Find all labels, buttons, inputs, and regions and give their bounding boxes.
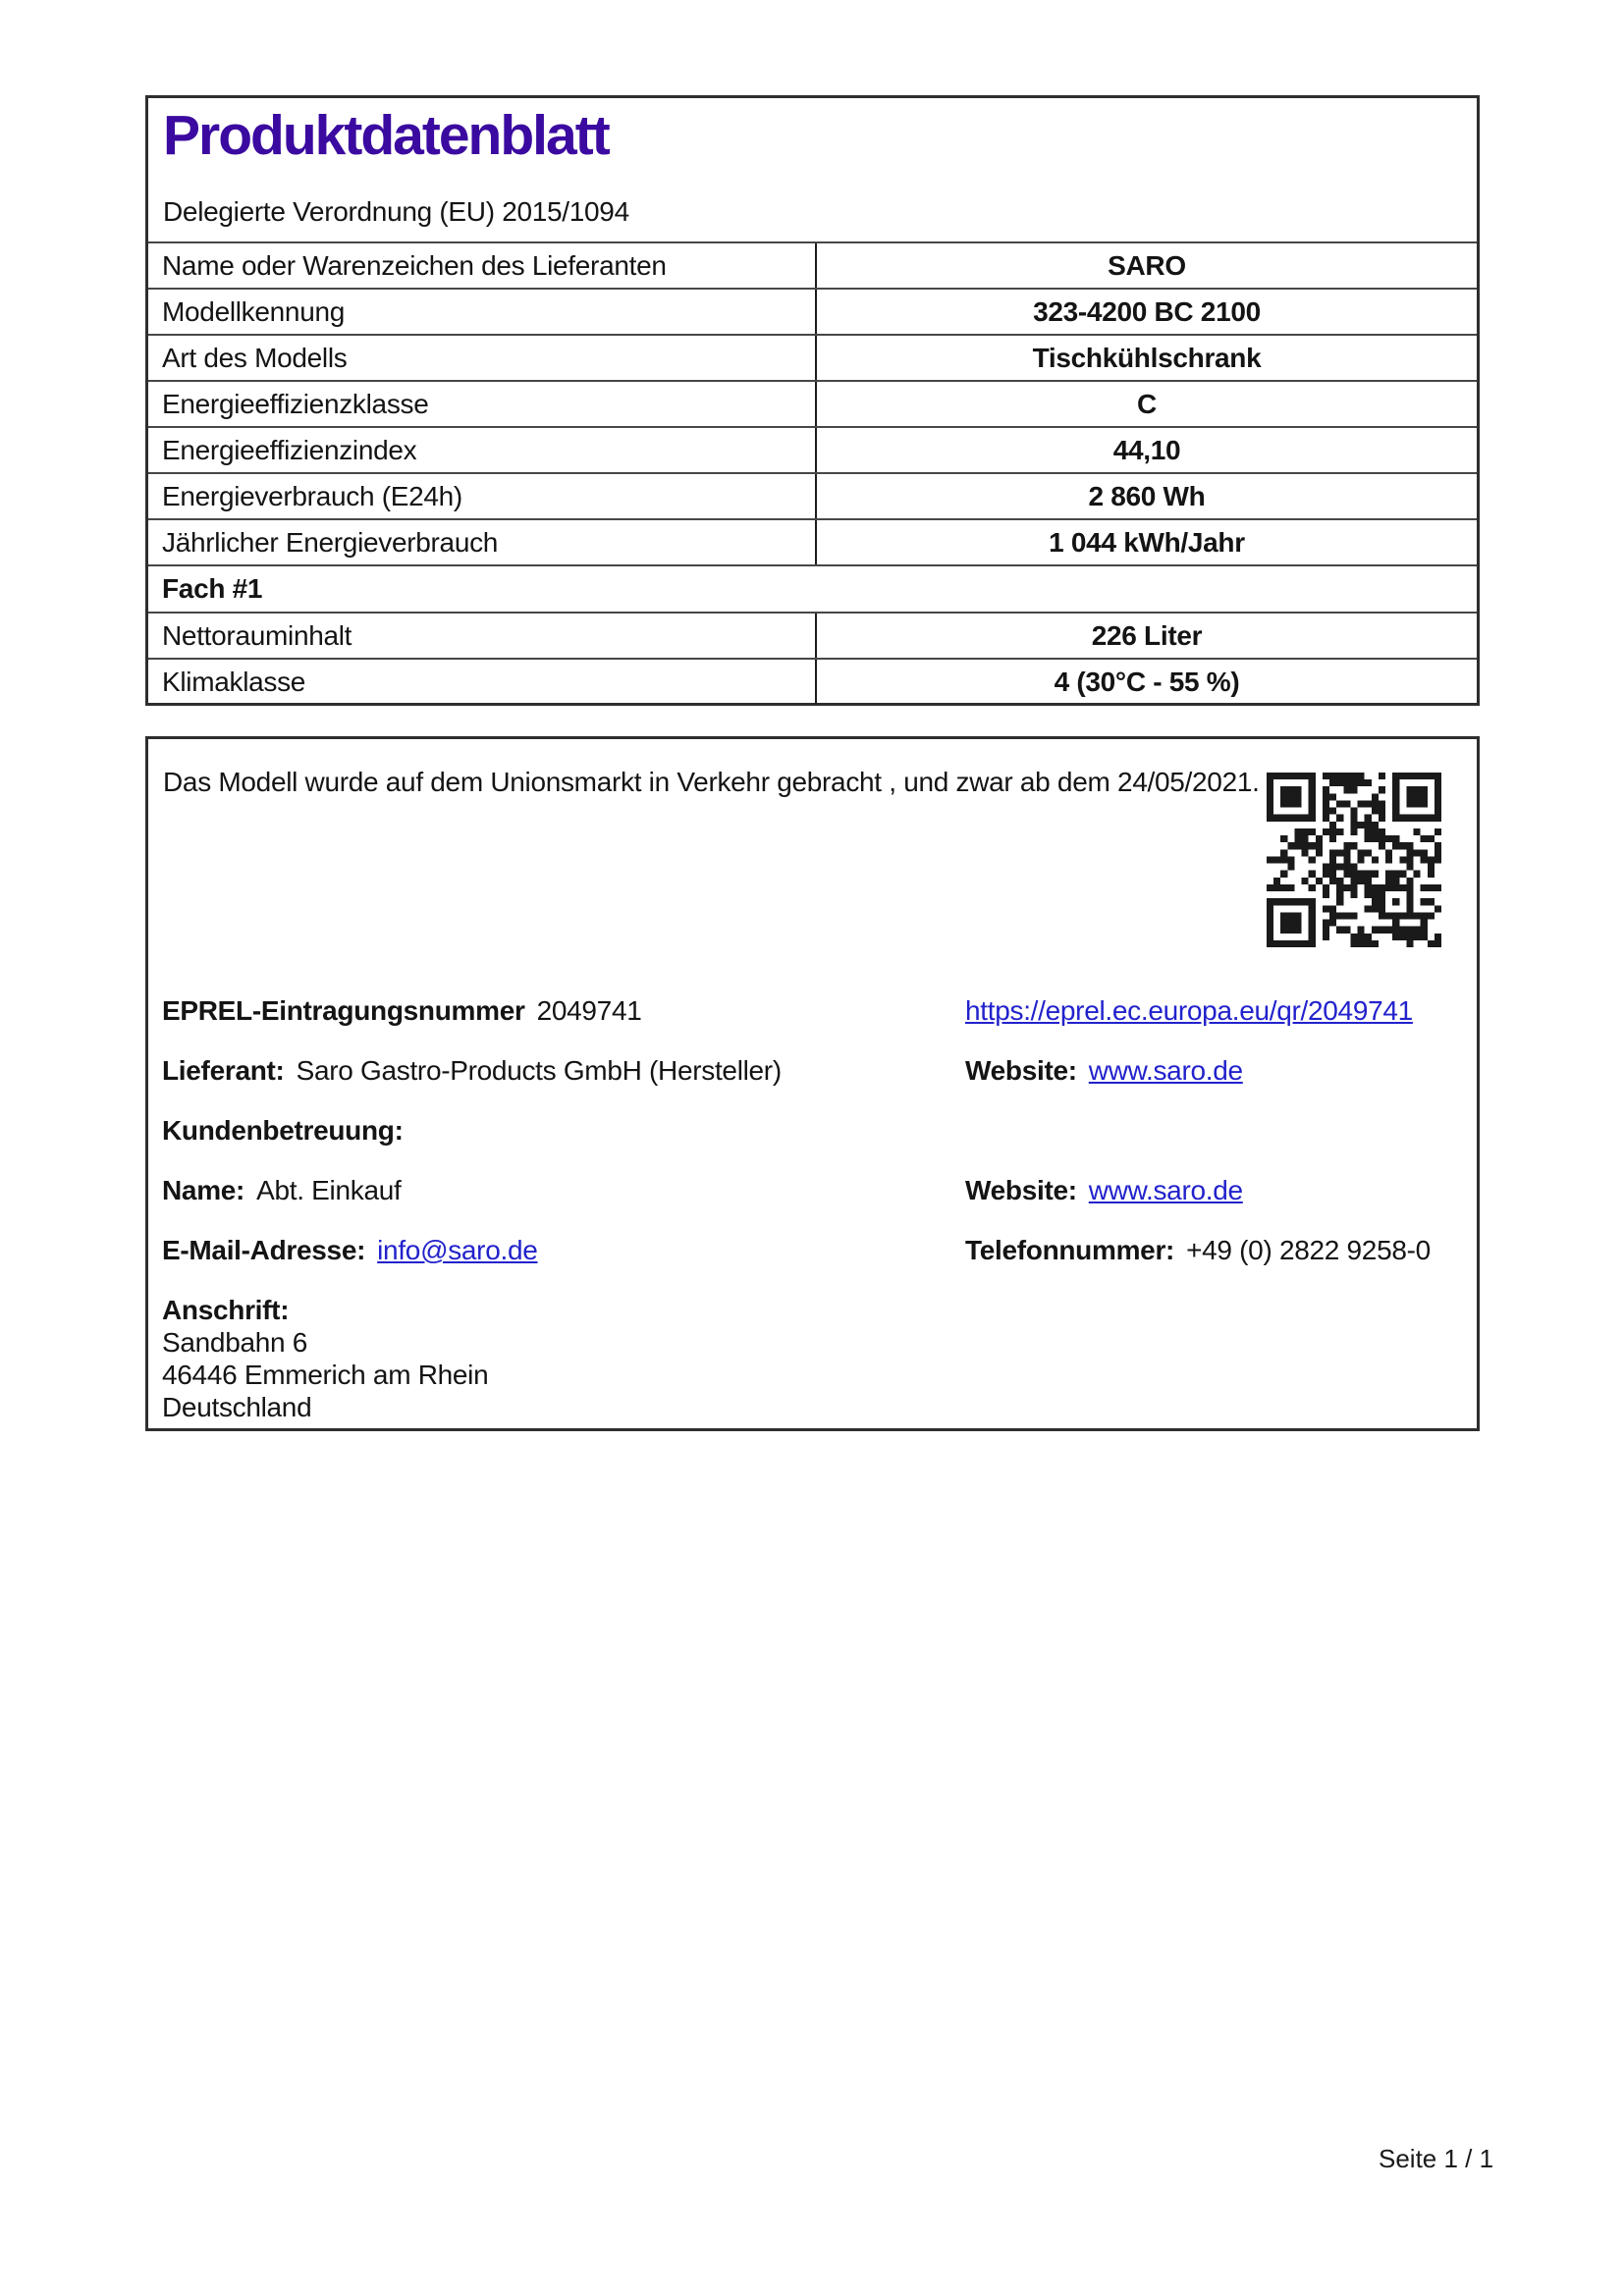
- page-title: Produktdatenblatt: [163, 104, 609, 167]
- spec-value: 226 Liter: [815, 614, 1477, 658]
- spec-value: C: [815, 382, 1477, 426]
- supplier-value: Saro Gastro-Products GmbH (Hersteller): [296, 1055, 782, 1086]
- spec-value: SARO: [815, 243, 1477, 288]
- eprel-number: 2049741: [536, 995, 642, 1026]
- spec-label: Modellkennung: [162, 296, 346, 327]
- page-footer: Seite 1 / 1: [1379, 2144, 1494, 2173]
- spec-label: Name oder Warenzeichen des Lieferanten: [162, 250, 667, 281]
- name-row: [162, 1174, 1463, 1206]
- product-datasheet-card: [145, 95, 1480, 706]
- spec-label: Energieeffizienzindex: [162, 435, 417, 465]
- website-link[interactable]: www.saro.de: [1088, 1055, 1243, 1086]
- address-block: [162, 1294, 1463, 1423]
- table-row: [148, 658, 1477, 704]
- website-label: Website:: [965, 1055, 1077, 1086]
- table-row: [148, 426, 1477, 472]
- title-block: [148, 98, 1477, 241]
- email-row: [162, 1234, 1463, 1266]
- spec-value: 2 860 Wh: [815, 474, 1477, 518]
- supplier-info-card: [145, 736, 1480, 1431]
- website-label: Website:: [965, 1175, 1077, 1205]
- supplier-label: Lieferant:: [162, 1055, 285, 1086]
- spec-table: [148, 241, 1477, 704]
- spec-value: 4 (30°C - 55 %): [815, 660, 1477, 704]
- spec-value: 1 044 kWh/Jahr: [815, 520, 1477, 564]
- email-label: E-Mail-Adresse:: [162, 1235, 366, 1265]
- email-link[interactable]: info@saro.de: [377, 1235, 538, 1265]
- supplier-row: [162, 1054, 1463, 1087]
- address-line: 46446 Emmerich am Rhein: [162, 1360, 489, 1390]
- phone-value: +49 (0) 2822 9258-0: [1186, 1235, 1431, 1265]
- spec-value: 323-4200 BC 2100: [815, 290, 1477, 334]
- address-line: Deutschland: [162, 1392, 312, 1422]
- address-line: Sandbahn 6: [162, 1327, 308, 1358]
- spec-value: Tischkühlschrank: [815, 336, 1477, 380]
- spec-label: Nettorauminhalt: [162, 620, 352, 651]
- name-value: Abt. Einkauf: [256, 1175, 402, 1205]
- table-row: [148, 518, 1477, 564]
- spec-label: Jährlicher Energieverbrauch: [162, 527, 499, 558]
- phone-label: Telefonnummer:: [965, 1235, 1175, 1265]
- table-row: [148, 612, 1477, 658]
- table-row: [148, 241, 1477, 288]
- support-row: [162, 1114, 1463, 1147]
- website-link[interactable]: www.saro.de: [1088, 1175, 1243, 1205]
- support-label: Kundenbetreuung:: [162, 1115, 404, 1146]
- market-statement: Das Modell wurde auf dem Unionsmarkt in Verkehr gebracht , und zwar ab dem 24/05/2021.: [163, 767, 1260, 797]
- eprel-label: EPREL-Eintragungsnummer: [162, 995, 525, 1026]
- spec-label: Energieverbrauch (E24h): [162, 481, 462, 511]
- regulation-subtitle: Delegierte Verordnung (EU) 2015/1094: [163, 196, 629, 227]
- table-row: [148, 334, 1477, 380]
- table-row: [148, 472, 1477, 518]
- spec-label: Klimaklasse: [162, 667, 306, 697]
- section-header-fach: Fach #1: [162, 573, 263, 604]
- eprel-row: [162, 994, 1463, 1027]
- qr-code: [1267, 773, 1441, 947]
- table-row: [148, 380, 1477, 426]
- spec-value: 44,10: [815, 428, 1477, 472]
- contact-section: [162, 994, 1463, 1423]
- eprel-link[interactable]: https://eprel.ec.europa.eu/qr/2049741: [965, 995, 1413, 1026]
- name-label: Name:: [162, 1175, 245, 1205]
- spec-label: Energieeffizienzklasse: [162, 389, 429, 419]
- table-row: [148, 288, 1477, 334]
- spec-label: Art des Modells: [162, 343, 348, 373]
- table-section-row: [148, 564, 1477, 612]
- address-label: Anschrift:: [162, 1295, 290, 1325]
